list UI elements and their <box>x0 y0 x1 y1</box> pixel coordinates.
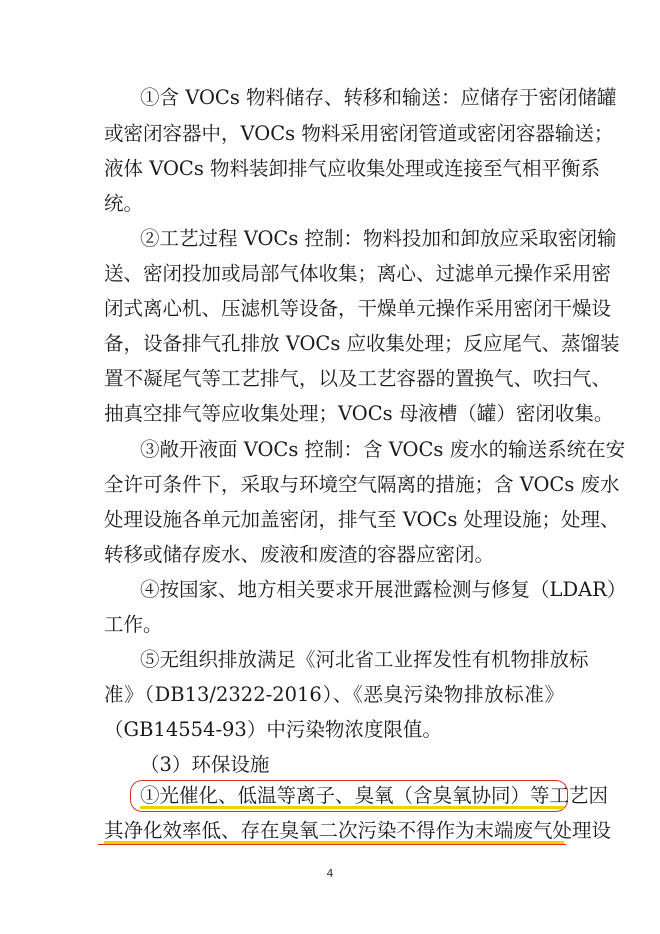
text-line: 处理设施各单元加盖密闭，排气至 VOCs 处理设施；处理、 <box>104 508 620 531</box>
text-line: 准》（DB13/2322-2016）、《恶臭污染物排放标准》 <box>104 683 564 706</box>
red-underline <box>98 844 566 845</box>
text-line: ①含 VOCs 物料储存、转移和输送：应储存于密闭储罐 <box>140 86 617 109</box>
section-heading: （3）环保设施 <box>140 753 270 776</box>
text-line: ③敞开液面 VOCs 控制：含 VOCs 废水的输送系统在安 <box>140 438 626 461</box>
text-line: 工作。 <box>104 613 163 636</box>
text-line: 转移或储存废水、废液和废渣的容器应密闭。 <box>104 543 495 566</box>
text-line: 全许可条件下，采取与环境空气隔离的措施；含 VOCs 废水 <box>104 473 620 496</box>
text-line: ④按国家、地方相关要求开展泄露检测与修复（LDAR） <box>140 578 627 601</box>
text-line: （GB14554-93）中污染物浓度限值。 <box>104 718 442 741</box>
highlighted-text-line: ①光催化、低温等离子、臭氧（含臭氧协同）等工艺因 <box>140 784 609 807</box>
text-line: 置不凝尾气等工艺排气，以及工艺容器的置换气、吹扫气、 <box>104 367 612 390</box>
text-line: 抽真空排气等应收集处理；VOCs 母液槽（罐）密闭收集。 <box>104 402 614 425</box>
text-line: ⑤无组织排放满足《河北省工业挥发性有机物排放标 <box>140 648 589 671</box>
highlighted-text-line: 其净化效率低、存在臭氧二次污染不得作为末端废气处理设 <box>104 819 612 842</box>
text-line: 送、密闭投加或局部气体收集；离心、过滤单元操作采用密 <box>104 262 612 285</box>
text-line: 液体 VOCs 物料装卸排气应收集处理或连接至气相平衡系 <box>104 157 601 180</box>
text-line: 或密闭容器中，VOCs 物料采用密闭管道或密闭容器输送； <box>104 122 614 145</box>
page-number: 4 <box>326 867 334 880</box>
text-line: 备，设备排气孔排放 VOCs 应收集处理；反应尾气、蒸馏装 <box>104 332 620 355</box>
text-line: ②工艺过程 VOCs 控制：物料投加和卸放应采取密闭输 <box>140 227 617 250</box>
text-line: 闭式离心机、压滤机等设备，干燥单元操作采用密闭干燥设 <box>104 297 612 320</box>
text-line: 统。 <box>104 192 144 215</box>
